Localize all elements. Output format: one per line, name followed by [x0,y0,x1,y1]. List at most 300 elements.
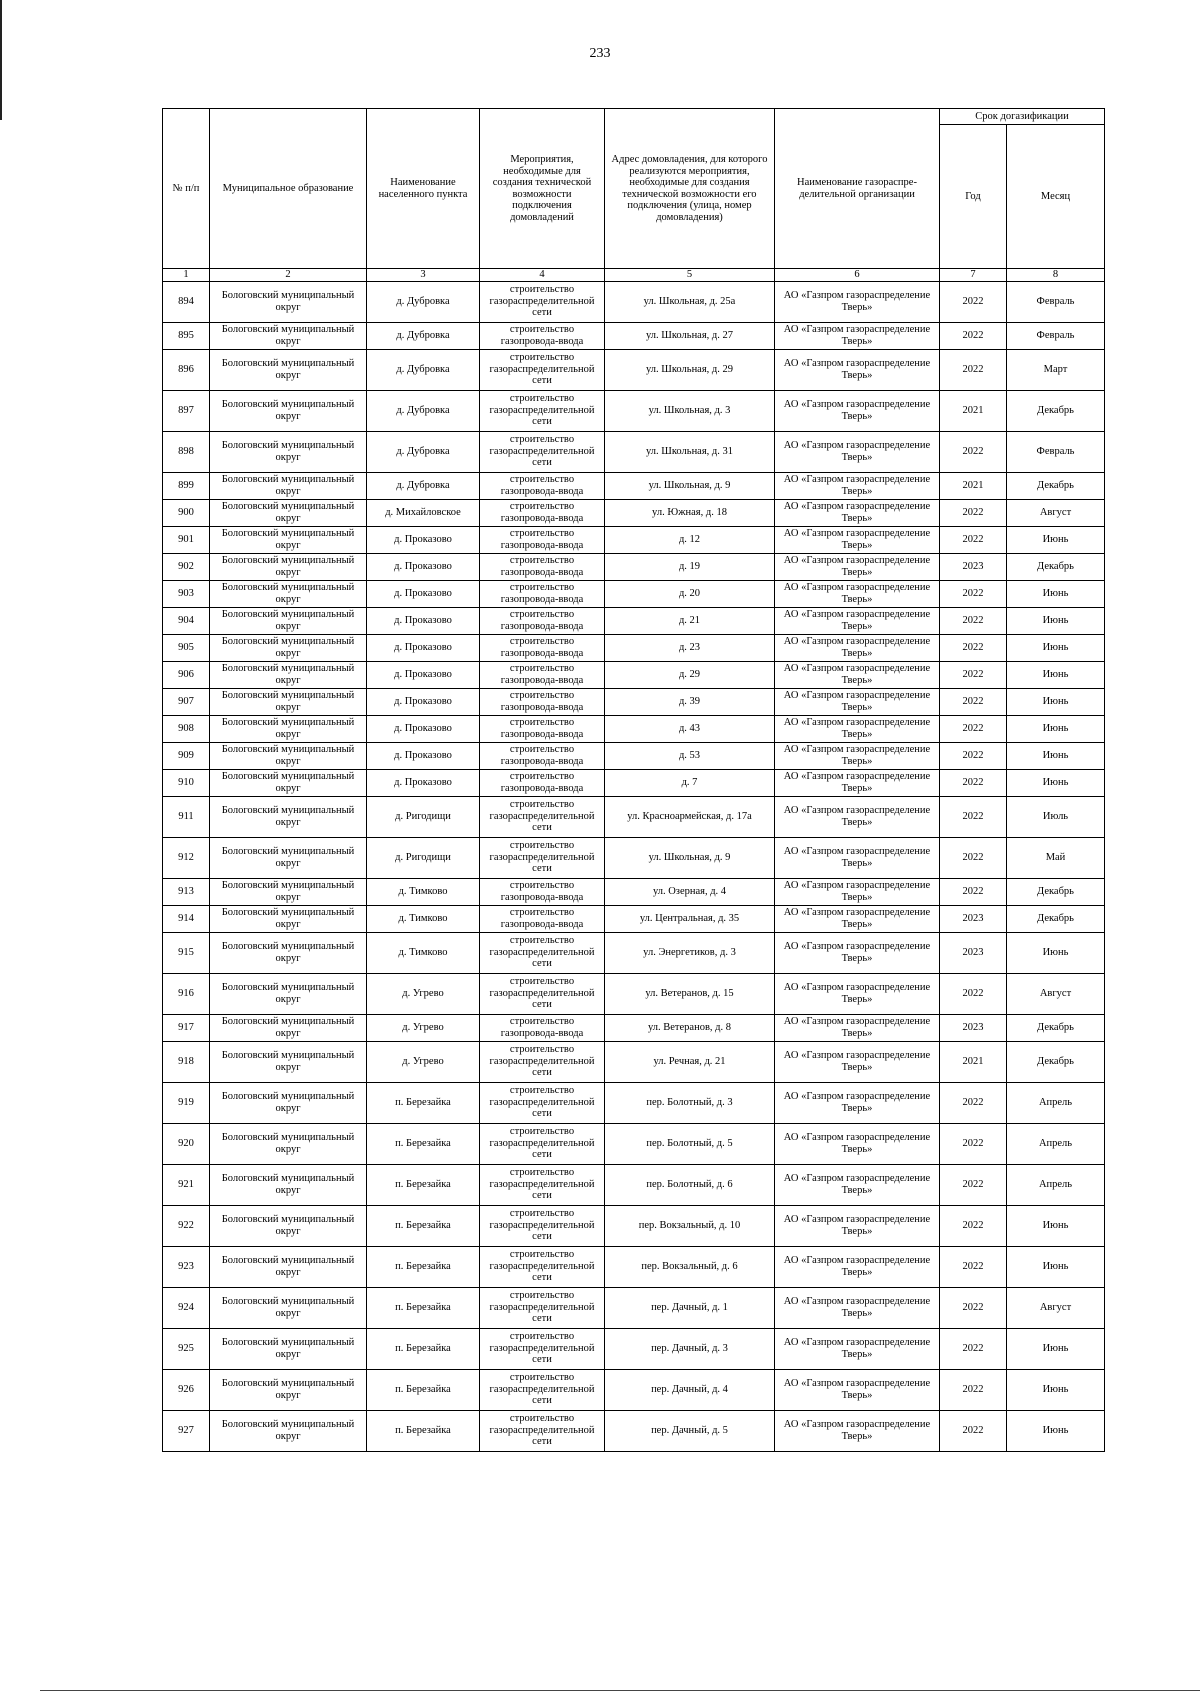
address-cell: ул. Школьная, д. 9 [605,837,775,878]
year-cell: 2022 [940,499,1007,526]
measure-cell: строительство газопровода-ввода [480,553,605,580]
year-cell: 2021 [940,390,1007,431]
month-cell: Декабрь [1007,1041,1105,1082]
measure-cell: строительство газораспределительной сети [480,1287,605,1328]
month-cell: Апрель [1007,1164,1105,1205]
year-cell: 2021 [940,472,1007,499]
org-cell: АО «Газпром газораспределение Тверь» [775,580,940,607]
row-number: 926 [163,1369,210,1410]
year-cell: 2022 [940,715,1007,742]
settlement-cell: д. Угрево [367,973,480,1014]
municipality-cell: Бологовский муниципальный округ [210,1410,367,1451]
org-cell: АО «Газпром газораспределение Тверь» [775,1082,940,1123]
row-number: 921 [163,1164,210,1205]
municipality-cell: Бологовский муниципальный округ [210,932,367,973]
settlement-cell: п. Березайка [367,1082,480,1123]
address-cell: ул. Школьная, д. 3 [605,390,775,431]
org-cell: АО «Газпром газораспределение Тверь» [775,390,940,431]
settlement-cell: д. Дубровка [367,281,480,322]
measure-cell: строительство газораспределительной сети [480,796,605,837]
row-number: 906 [163,661,210,688]
month-cell: Август [1007,973,1105,1014]
year-cell: 2022 [940,1410,1007,1451]
month-cell: Июнь [1007,769,1105,796]
org-cell: АО «Газпром газораспределение Тверь» [775,349,940,390]
measure-cell: строительство газораспределительной сети [480,1246,605,1287]
org-cell: АО «Газпром газораспределение Тверь» [775,878,940,905]
settlement-cell: п. Березайка [367,1164,480,1205]
municipality-cell: Бологовский муниципальный округ [210,1287,367,1328]
year-cell: 2022 [940,281,1007,322]
measure-cell: строительство газопровода-ввода [480,769,605,796]
header-org: Наименование газораспре-делительной организации [775,109,940,269]
month-cell: Июль [1007,796,1105,837]
month-cell: Декабрь [1007,878,1105,905]
municipality-cell: Бологовский муниципальный округ [210,1246,367,1287]
month-cell: Июнь [1007,1205,1105,1246]
table-row [163,1041,1105,1082]
address-cell: ул. Южная, д. 18 [605,499,775,526]
settlement-cell: д. Ригодищи [367,796,480,837]
month-cell: Июнь [1007,634,1105,661]
row-number: 901 [163,526,210,553]
year-cell: 2022 [940,837,1007,878]
column-number: 3 [367,269,480,282]
org-cell: АО «Газпром газораспределение Тверь» [775,1328,940,1369]
measure-cell: строительство газопровода-ввода [480,688,605,715]
measure-cell: строительство газораспределительной сети [480,1328,605,1369]
measure-cell: строительство газораспределительной сети [480,281,605,322]
table-row [163,322,1105,349]
measure-cell: строительство газораспределительной сети [480,431,605,472]
row-number: 919 [163,1082,210,1123]
municipality-cell: Бологовский муниципальный округ [210,607,367,634]
measure-cell: строительство газопровода-ввода [480,1014,605,1041]
year-cell: 2022 [940,349,1007,390]
settlement-cell: д. Проказово [367,769,480,796]
settlement-cell: д. Тимково [367,878,480,905]
header-address: Адрес домовладения, для которого реализуются мероприятия, необходимые для создания технической возможности его подключения (улица, номер домовладения) [605,109,775,269]
municipality-cell: Бологовский муниципальный округ [210,661,367,688]
row-number: 910 [163,769,210,796]
month-cell: Май [1007,837,1105,878]
municipality-cell: Бологовский муниципальный округ [210,634,367,661]
measure-cell: строительство газораспределительной сети [480,932,605,973]
year-cell: 2022 [940,431,1007,472]
municipality-cell: Бологовский муниципальный округ [210,1369,367,1410]
org-cell: АО «Газпром газораспределение Тверь» [775,553,940,580]
measure-cell: строительство газопровода-ввода [480,905,605,932]
month-cell: Июнь [1007,1328,1105,1369]
row-number: 917 [163,1014,210,1041]
row-number: 908 [163,715,210,742]
month-cell: Август [1007,499,1105,526]
address-cell: д. 39 [605,688,775,715]
measure-cell: строительство газопровода-ввода [480,607,605,634]
settlement-cell: п. Березайка [367,1246,480,1287]
table-row [163,661,1105,688]
org-cell: АО «Газпром газораспределение Тверь» [775,1123,940,1164]
municipality-cell: Бологовский муниципальный округ [210,322,367,349]
month-cell: Июнь [1007,1410,1105,1451]
table-row [163,1014,1105,1041]
settlement-cell: д. Дубровка [367,349,480,390]
header-year: Год [940,125,1007,269]
org-cell: АО «Газпром газораспределение Тверь» [775,973,940,1014]
column-number: 4 [480,269,605,282]
settlement-cell: д. Михайловское [367,499,480,526]
settlement-cell: д. Дубровка [367,390,480,431]
address-cell: ул. Школьная, д. 9 [605,472,775,499]
month-cell: Июнь [1007,742,1105,769]
municipality-cell: Бологовский муниципальный округ [210,878,367,905]
settlement-cell: д. Ригодищи [367,837,480,878]
row-number: 922 [163,1205,210,1246]
municipality-cell: Бологовский муниципальный округ [210,472,367,499]
measure-cell: строительство газораспределительной сети [480,1410,605,1451]
settlement-cell: д. Проказово [367,688,480,715]
year-cell: 2023 [940,905,1007,932]
row-number: 925 [163,1328,210,1369]
address-cell: ул. Школьная, д. 31 [605,431,775,472]
page-number: 233 [589,46,611,61]
address-cell: д. 23 [605,634,775,661]
header-settlement: Наименование населенного пункта [367,109,480,269]
column-number: 6 [775,269,940,282]
municipality-cell: Бологовский муниципальный округ [210,715,367,742]
municipality-cell: Бологовский муниципальный округ [210,431,367,472]
year-cell: 2022 [940,1205,1007,1246]
year-cell: 2022 [940,742,1007,769]
header-row-1 [163,109,1105,125]
address-cell: пер. Дачный, д. 4 [605,1369,775,1410]
row-number: 896 [163,349,210,390]
address-cell: д. 19 [605,553,775,580]
month-cell: Июнь [1007,688,1105,715]
municipality-cell: Бологовский муниципальный округ [210,837,367,878]
table-row [163,281,1105,322]
year-cell: 2022 [940,1328,1007,1369]
org-cell: АО «Газпром газораспределение Тверь» [775,715,940,742]
municipality-cell: Бологовский муниципальный округ [210,580,367,607]
month-cell: Декабрь [1007,553,1105,580]
table-row [163,837,1105,878]
address-cell: ул. Школьная, д. 25а [605,281,775,322]
row-number: 924 [163,1287,210,1328]
year-cell: 2022 [940,1287,1007,1328]
measure-cell: строительство газораспределительной сети [480,837,605,878]
table-row [163,349,1105,390]
table-row [163,472,1105,499]
header-municipality: Муниципальное образование [210,109,367,269]
row-number: 918 [163,1041,210,1082]
month-cell: Август [1007,1287,1105,1328]
municipality-cell: Бологовский муниципальный округ [210,526,367,553]
row-number: 905 [163,634,210,661]
month-cell: Февраль [1007,431,1105,472]
address-cell: д. 12 [605,526,775,553]
table-row [163,1410,1105,1451]
row-number: 895 [163,322,210,349]
settlement-cell: д. Дубровка [367,322,480,349]
table-row [163,973,1105,1014]
address-cell: д. 7 [605,769,775,796]
column-number: 5 [605,269,775,282]
month-cell: Март [1007,349,1105,390]
settlement-cell: п. Березайка [367,1410,480,1451]
row-number: 923 [163,1246,210,1287]
measure-cell: строительство газопровода-ввода [480,715,605,742]
municipality-cell: Бологовский муниципальный округ [210,742,367,769]
header-month: Месяц [1007,125,1105,269]
column-number: 2 [210,269,367,282]
address-cell: ул. Озерная, д. 4 [605,878,775,905]
month-cell: Февраль [1007,281,1105,322]
table-row [163,499,1105,526]
year-cell: 2022 [940,526,1007,553]
month-cell: Декабрь [1007,390,1105,431]
address-cell: ул. Ветеранов, д. 15 [605,973,775,1014]
settlement-cell: д. Проказово [367,580,480,607]
measure-cell: строительство газопровода-ввода [480,499,605,526]
row-number: 903 [163,580,210,607]
municipality-cell: Бологовский муниципальный округ [210,349,367,390]
measure-cell: строительство газопровода-ввода [480,661,605,688]
measure-cell: строительство газораспределительной сети [480,349,605,390]
table-row [163,580,1105,607]
month-cell: Июнь [1007,1246,1105,1287]
address-cell: ул. Красноармейская, д. 17а [605,796,775,837]
org-cell: АО «Газпром газораспределение Тверь» [775,634,940,661]
year-cell: 2022 [940,580,1007,607]
org-cell: АО «Газпром газораспределение Тверь» [775,1246,940,1287]
settlement-cell: д. Проказово [367,715,480,742]
settlement-cell: п. Березайка [367,1328,480,1369]
year-cell: 2022 [940,661,1007,688]
address-cell: пер. Болотный, д. 5 [605,1123,775,1164]
year-cell: 2022 [940,1082,1007,1123]
org-cell: АО «Газпром газораспределение Тверь» [775,796,940,837]
measure-cell: строительство газораспределительной сети [480,1082,605,1123]
table-row [163,1369,1105,1410]
org-cell: АО «Газпром газораспределение Тверь» [775,499,940,526]
month-cell: Апрель [1007,1123,1105,1164]
year-cell: 2022 [940,769,1007,796]
row-number: 914 [163,905,210,932]
year-cell: 2022 [940,1123,1007,1164]
row-number: 913 [163,878,210,905]
table-row [163,878,1105,905]
address-cell: пер. Дачный, д. 5 [605,1410,775,1451]
month-cell: Декабрь [1007,1014,1105,1041]
month-cell: Июнь [1007,526,1105,553]
table-row [163,1287,1105,1328]
settlement-cell: п. Березайка [367,1205,480,1246]
row-number: 916 [163,973,210,1014]
address-cell: д. 21 [605,607,775,634]
year-cell: 2022 [940,607,1007,634]
table-row [163,1328,1105,1369]
gasification-table [162,108,1105,1452]
row-number: 909 [163,742,210,769]
row-number: 898 [163,431,210,472]
address-cell: д. 20 [605,580,775,607]
table-row [163,688,1105,715]
address-cell: ул. Школьная, д. 27 [605,322,775,349]
table-row [163,1246,1105,1287]
address-cell: д. 53 [605,742,775,769]
municipality-cell: Бологовский муниципальный округ [210,1164,367,1205]
measure-cell: строительство газопровода-ввода [480,472,605,499]
settlement-cell: п. Березайка [367,1369,480,1410]
year-cell: 2022 [940,634,1007,661]
org-cell: АО «Газпром газораспределение Тверь» [775,905,940,932]
measure-cell: строительство газопровода-ввода [480,526,605,553]
settlement-cell: д. Тимково [367,905,480,932]
address-cell: ул. Ветеранов, д. 8 [605,1014,775,1041]
address-cell: пер. Болотный, д. 3 [605,1082,775,1123]
org-cell: АО «Газпром газораспределение Тверь» [775,281,940,322]
month-cell: Июнь [1007,580,1105,607]
org-cell: АО «Газпром газораспределение Тверь» [775,1410,940,1451]
month-cell: Февраль [1007,322,1105,349]
row-number: 897 [163,390,210,431]
org-cell: АО «Газпром газораспределение Тверь» [775,1287,940,1328]
org-cell: АО «Газпром газораспределение Тверь» [775,1041,940,1082]
org-cell: АО «Газпром газораспределение Тверь» [775,1369,940,1410]
municipality-cell: Бологовский муниципальный округ [210,553,367,580]
org-cell: АО «Газпром газораспределение Тверь» [775,526,940,553]
org-cell: АО «Газпром газораспределение Тверь» [775,1205,940,1246]
row-number: 894 [163,281,210,322]
year-cell: 2023 [940,553,1007,580]
measure-cell: строительство газораспределительной сети [480,1164,605,1205]
table-row [163,769,1105,796]
municipality-cell: Бологовский муниципальный округ [210,1082,367,1123]
table-row [163,431,1105,472]
header-term: Срок догазификации [940,109,1105,125]
table-row [163,634,1105,661]
measure-cell: строительство газопровода-ввода [480,742,605,769]
org-cell: АО «Газпром газораспределение Тверь» [775,742,940,769]
year-cell: 2022 [940,973,1007,1014]
address-cell: д. 29 [605,661,775,688]
year-cell: 2022 [940,1246,1007,1287]
column-number: 8 [1007,269,1105,282]
header-no: № п/п [163,109,210,269]
org-cell: АО «Газпром газораспределение Тверь» [775,472,940,499]
table-row [163,796,1105,837]
row-number: 900 [163,499,210,526]
org-cell: АО «Газпром газораспределение Тверь» [775,322,940,349]
municipality-cell: Бологовский муниципальный округ [210,1041,367,1082]
table-row [163,715,1105,742]
measure-cell: строительство газопровода-ввода [480,634,605,661]
month-cell: Декабрь [1007,472,1105,499]
settlement-cell: д. Угрево [367,1041,480,1082]
org-cell: АО «Газпром газораспределение Тверь» [775,932,940,973]
municipality-cell: Бологовский муниципальный округ [210,1328,367,1369]
municipality-cell: Бологовский муниципальный округ [210,499,367,526]
address-cell: пер. Вокзальный, д. 6 [605,1246,775,1287]
settlement-cell: д. Проказово [367,661,480,688]
month-cell: Июнь [1007,661,1105,688]
settlement-cell: д. Проказово [367,742,480,769]
municipality-cell: Бологовский муниципальный округ [210,1205,367,1246]
municipality-cell: Бологовский муниципальный округ [210,281,367,322]
table-row [163,390,1105,431]
row-number: 927 [163,1410,210,1451]
address-cell: пер. Дачный, д. 3 [605,1328,775,1369]
address-cell: ул. Центральная, д. 35 [605,905,775,932]
settlement-cell: п. Березайка [367,1287,480,1328]
header-measures: Мероприятия, необходимые для создания технической возможности подключения домовладений [480,109,605,269]
measure-cell: строительство газопровода-ввода [480,580,605,607]
month-cell: Июнь [1007,1369,1105,1410]
municipality-cell: Бологовский муниципальный округ [210,390,367,431]
municipality-cell: Бологовский муниципальный округ [210,1014,367,1041]
column-number: 7 [940,269,1007,282]
measure-cell: строительство газораспределительной сети [480,1041,605,1082]
month-cell: Июнь [1007,932,1105,973]
year-cell: 2022 [940,878,1007,905]
year-cell: 2022 [940,1164,1007,1205]
measure-cell: строительство газопровода-ввода [480,322,605,349]
measure-cell: строительство газораспределительной сети [480,1123,605,1164]
table-row [163,553,1105,580]
table-row [163,526,1105,553]
address-cell: пер. Вокзальный, д. 10 [605,1205,775,1246]
settlement-cell: д. Проказово [367,607,480,634]
month-cell: Декабрь [1007,905,1105,932]
measure-cell: строительство газопровода-ввода [480,878,605,905]
table-row [163,1164,1105,1205]
table-row [163,1123,1105,1164]
row-number: 920 [163,1123,210,1164]
municipality-cell: Бологовский муниципальный округ [210,688,367,715]
org-cell: АО «Газпром газораспределение Тверь» [775,431,940,472]
row-number: 912 [163,837,210,878]
row-number: 902 [163,553,210,580]
address-cell: ул. Речная, д. 21 [605,1041,775,1082]
bottom-rule [40,1690,1200,1691]
row-number: 907 [163,688,210,715]
table-row [163,742,1105,769]
row-number: 904 [163,607,210,634]
org-cell: АО «Газпром газораспределение Тверь» [775,1164,940,1205]
settlement-cell: д. Дубровка [367,431,480,472]
table-row [163,607,1105,634]
year-cell: 2023 [940,1014,1007,1041]
table-row [163,905,1105,932]
municipality-cell: Бологовский муниципальный округ [210,905,367,932]
table-row [163,932,1105,973]
settlement-cell: д. Тимково [367,932,480,973]
row-number: 915 [163,932,210,973]
org-cell: АО «Газпром газораспределение Тверь» [775,688,940,715]
year-cell: 2021 [940,1041,1007,1082]
org-cell: АО «Газпром газораспределение Тверь» [775,661,940,688]
row-number: 911 [163,796,210,837]
year-cell: 2022 [940,796,1007,837]
month-cell: Июнь [1007,715,1105,742]
table-row [163,1205,1105,1246]
measure-cell: строительство газораспределительной сети [480,973,605,1014]
municipality-cell: Бологовский муниципальный округ [210,1123,367,1164]
org-cell: АО «Газпром газораспределение Тверь» [775,607,940,634]
year-cell: 2022 [940,322,1007,349]
municipality-cell: Бологовский муниципальный округ [210,973,367,1014]
